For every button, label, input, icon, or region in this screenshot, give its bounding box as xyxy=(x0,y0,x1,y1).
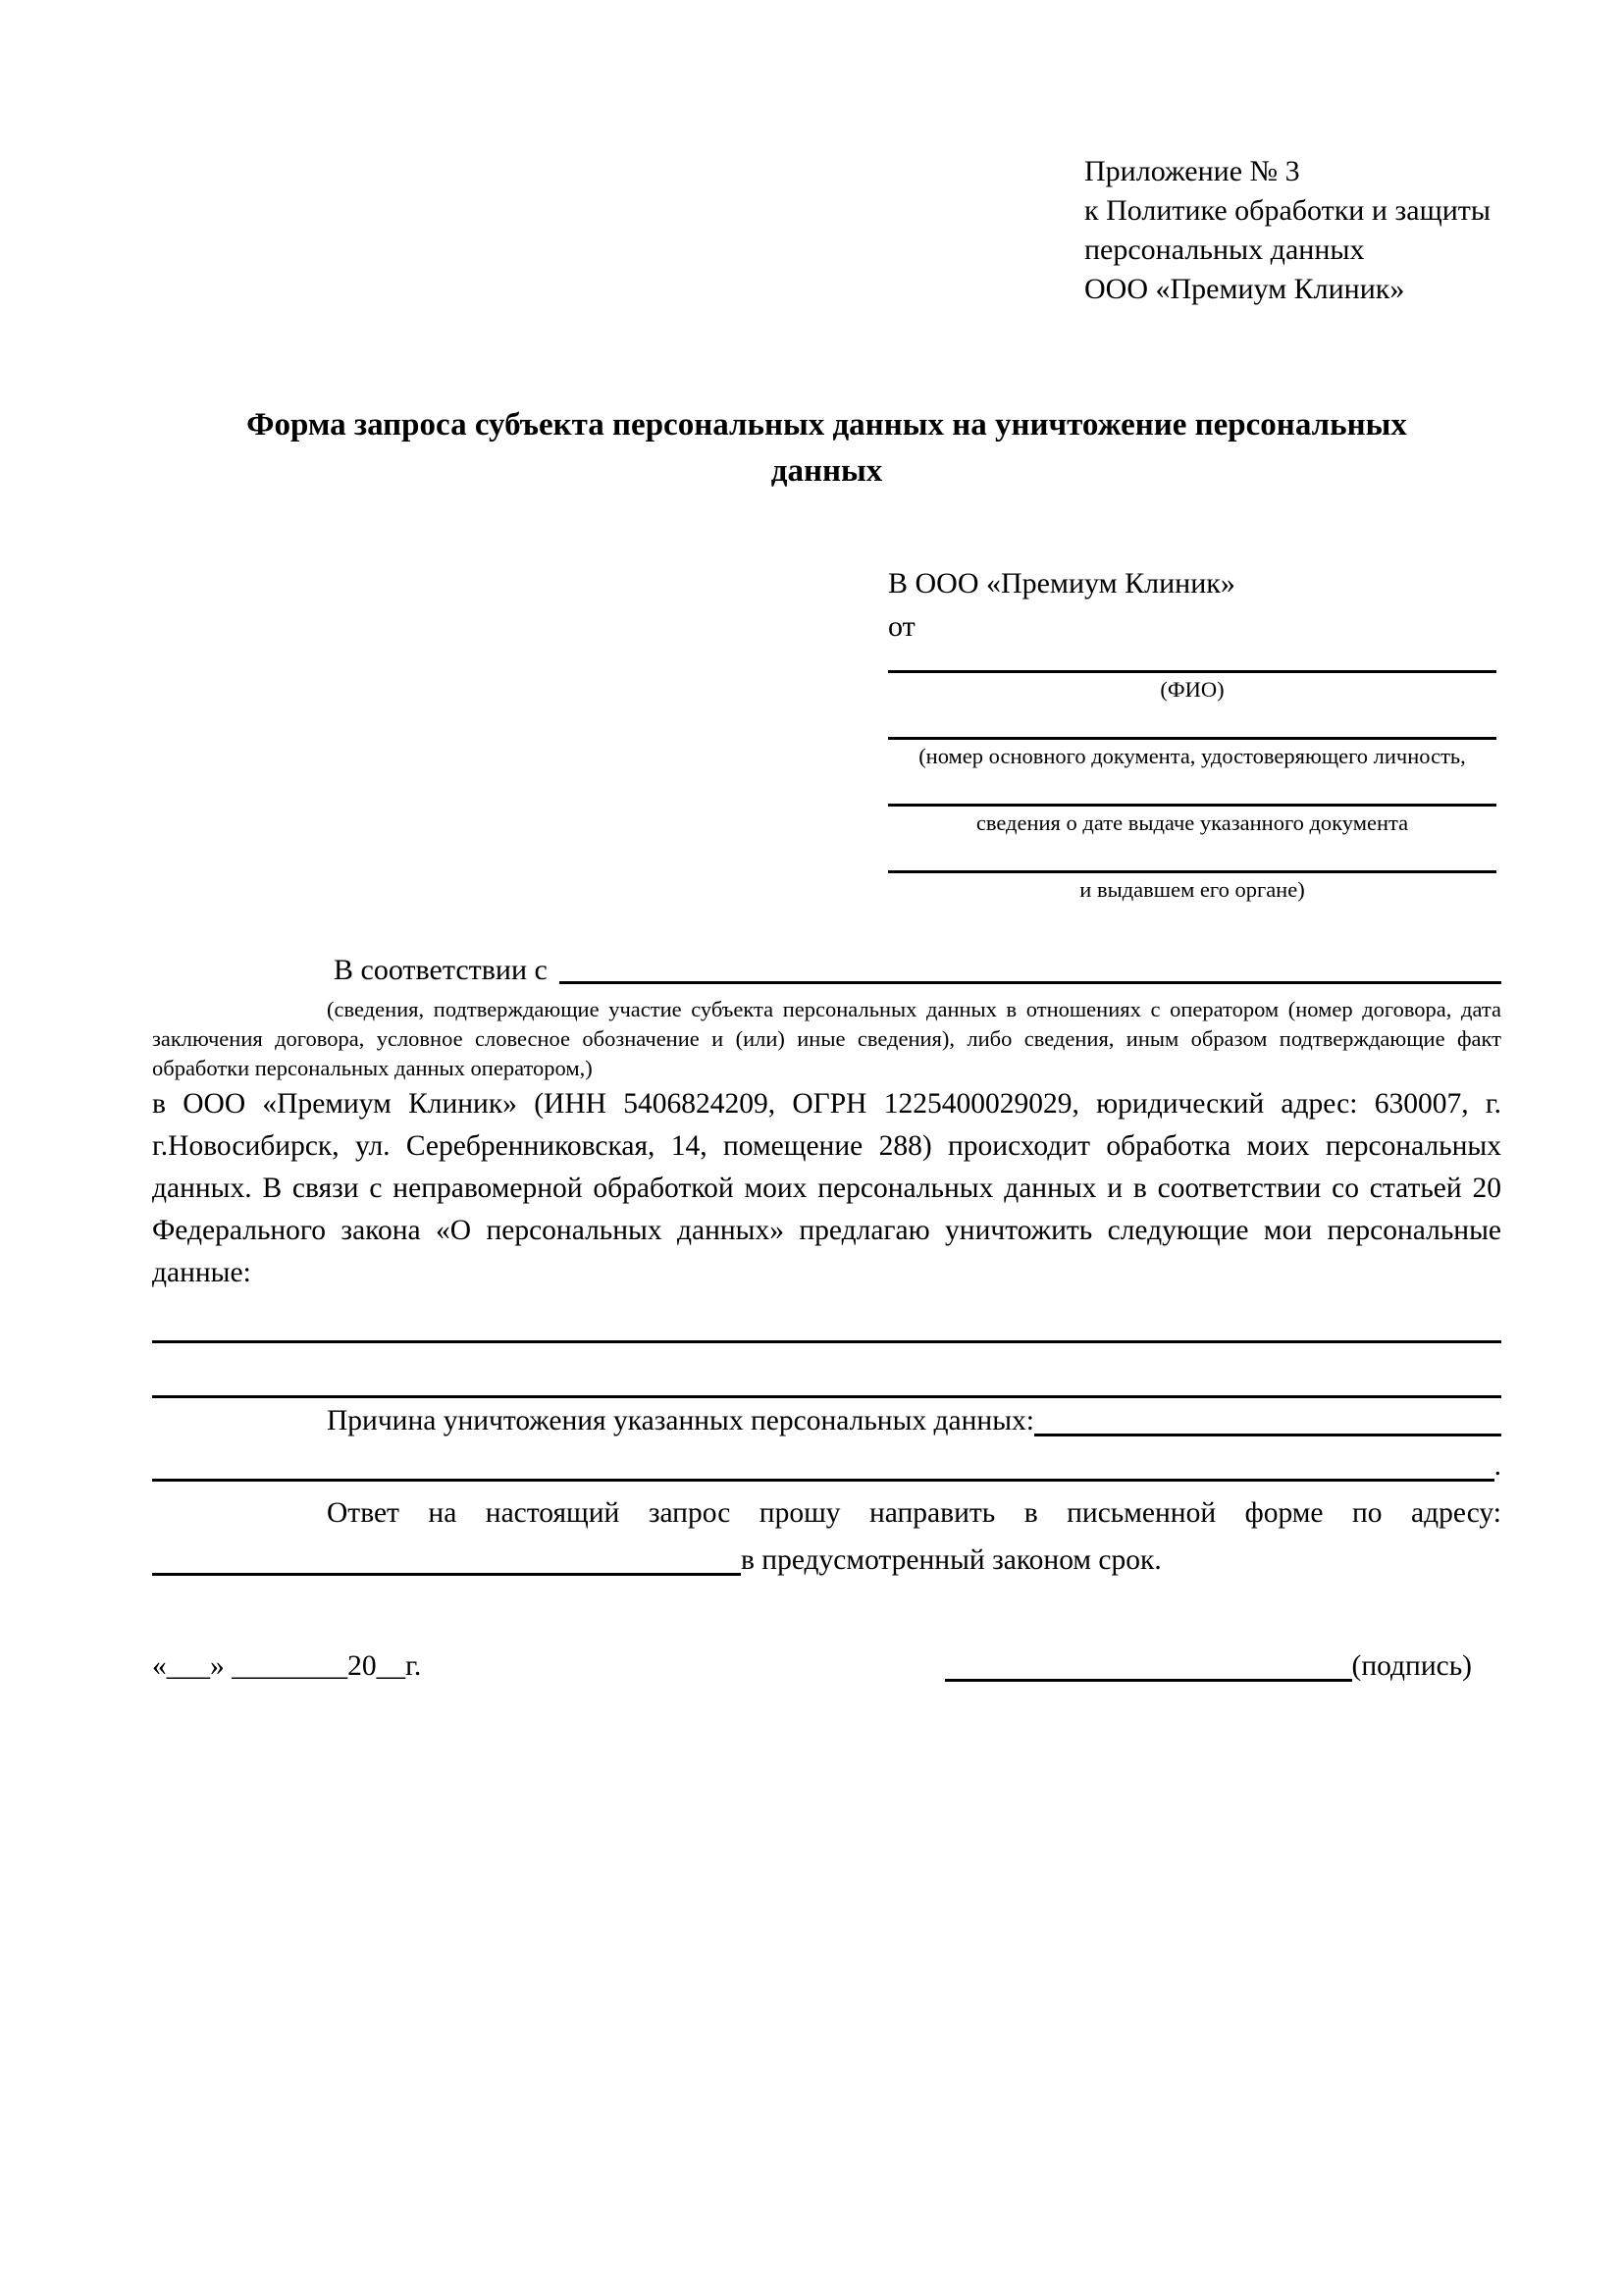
appendix-header-line: к Политике обработки и защиты xyxy=(1084,194,1492,227)
date-signature-row xyxy=(152,1644,1501,1689)
personal-data-fill-line-1 xyxy=(152,1294,1501,1343)
answer-tail: в предусмотренный законом срок. xyxy=(741,1544,1162,1576)
addressee-to: В ООО «Премиум Клиник» xyxy=(888,567,1235,600)
appendix-header xyxy=(1084,152,1501,309)
issue-date-fill-line xyxy=(888,769,1496,807)
answer-request-paragraph: Ответ на настоящий запрос прошу направить в письменной форме по адресу: xyxy=(327,1497,1501,1529)
document-number-caption: (номер основного документа, удостоверяющего личность, xyxy=(918,744,1466,768)
document-title: Форма запроса субъекта персональных данных на уничтожение персональных данных xyxy=(246,407,1407,489)
issue-date-caption: сведения о дате выдаче указанного документа xyxy=(975,810,1409,835)
date-line: «___» ________20__г. xyxy=(152,1650,422,1682)
signature-area xyxy=(945,1644,1472,1689)
addressee-from: от xyxy=(888,610,916,643)
issuing-authority-fill-line xyxy=(888,836,1496,873)
answer-address-row xyxy=(152,1538,1501,1583)
reason-row xyxy=(152,1398,1501,1443)
appendix-header-line: ООО «Премиум Клиник» xyxy=(1084,273,1405,305)
accordance-fill-line xyxy=(559,950,1501,984)
signature-caption: (подпись) xyxy=(1351,1650,1472,1682)
accordance-row xyxy=(152,950,1501,991)
personal-data-fill-line-2 xyxy=(152,1343,1501,1398)
reason-fill-line xyxy=(1034,1434,1501,1436)
reason-trailing-period: . xyxy=(1493,1450,1501,1482)
address-fill-line xyxy=(152,1573,741,1576)
accordance-note: (сведения, подтверждающие участие субъекта персональных данных в отношениях с оператором (номер договора, дата заключения договора, условное словесное обозначение и (или) иные сведения), либо сведения, иным образом подтверждающие факт обработки персональных данных оператором,) xyxy=(152,997,1501,1080)
addressee-block xyxy=(888,565,1496,903)
signature-fill-line xyxy=(945,1679,1352,1682)
issuing-authority-caption: и выдавшем его органе) xyxy=(1079,877,1305,902)
accordance-lead: В соответствии с xyxy=(334,954,548,986)
body-paragraph: в ООО «Премиум Клиник» (ИНН 5406824209, ОГРН 1225400029029, юридический адрес: 630007, г. г.Новосибирск, ул. Серебренниковская, 14, помещение 288) происходит обработка моих персональных данных. В связи с неправомерной обработкой моих персональных данных и в соответствии со статьей 20 Федерального закона «О персональных данных» предлагаю уничтожить следующие мои персональные данные: xyxy=(152,1088,1501,1288)
fio-fill-line xyxy=(888,646,1496,673)
reason-label: Причина уничтожения указанных персональных данных: xyxy=(327,1405,1034,1436)
reason-fill-line-2 xyxy=(152,1479,1494,1482)
appendix-header-line: персональных данных xyxy=(1084,234,1365,266)
appendix-header-line: Приложение № 3 xyxy=(1084,155,1300,187)
document-number-fill-line xyxy=(888,703,1496,740)
fio-caption: (ФИО) xyxy=(1160,677,1225,702)
reason-continuation-row xyxy=(152,1443,1501,1488)
